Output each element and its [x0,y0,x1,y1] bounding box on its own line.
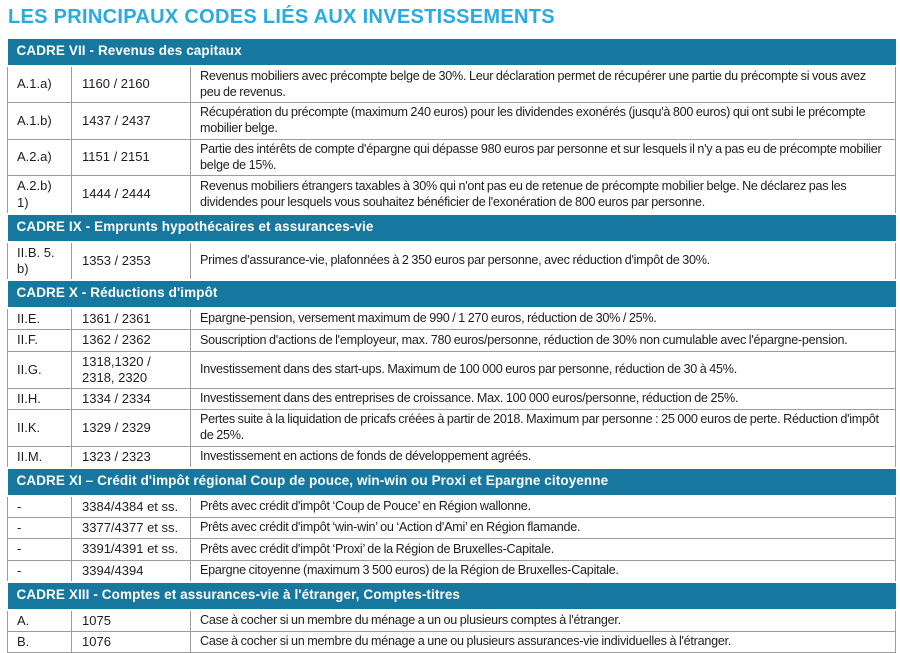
description-cell: Prêts avec crédit d'impôt ‘win-win’ ou ‘Action d'Ami’ en Région flamande. [191,518,896,539]
ref-cell: A.1.b) [8,103,72,139]
description-cell: Souscription d'actions de l'employeur, max. 780 euros/personne, réduction de 30% non cumulable avec l'épargne-pension. [191,330,896,351]
section-header-row [8,582,896,610]
description-cell: Case à cocher si un membre du ménage a un ou plusieurs comptes à l'étranger. [191,610,896,632]
description-cell: Pertes suite à la liquidation de pricafs créées à partir de 2018. Maximum par personne : 25 000 euros de perte. Réduction d'impôt de 25%. [191,410,896,446]
ref-cell: II.K. [8,410,72,446]
code-cell: 1318,1320 / 2318, 2320 [72,351,191,389]
code-cell: 1151 / 2151 [72,139,191,175]
table-row [8,410,896,446]
section-header: CADRE VII - Revenus des capitaux [8,38,896,66]
code-cell: 1334 / 2334 [72,389,191,410]
code-cell: 1444 / 2444 [72,176,191,214]
table-row [8,560,896,582]
page-title: LES PRINCIPAUX CODES LIÉS AUX INVESTISSEMENTS [8,6,555,28]
table-row [8,539,896,560]
section-header-row [8,38,896,66]
ref-cell: - [8,518,72,539]
table-row [8,330,896,351]
ref-cell: II.G. [8,351,72,389]
code-cell: 3394/4394 [72,560,191,582]
code-cell: 1323 / 2323 [72,446,191,468]
description-cell: Investissement dans des entreprises de croissance. Max. 100 000 euros/personne, réduction de 25%. [191,389,896,410]
description-cell: Prêts avec crédit d'impôt ‘Coup de Pouce’ en Région wallonne. [191,496,896,518]
code-cell: 1076 [72,632,191,653]
code-cell: 3391/4391 et ss. [72,539,191,560]
description-cell: Récupération du précompte (maximum 240 euros) pour les dividendes exonérés (jusqu'à 800 euros) qui ont subi le précompte mobilier belge. [191,103,896,139]
description-cell: Epargne-pension, versement maximum de 990 / 1 270 euros, réduction de 30% / 25%. [191,308,896,330]
ref-cell: II.H. [8,389,72,410]
table-body [8,38,896,653]
description-cell: Prêts avec crédit d'impôt ‘Proxi’ de la Région de Bruxelles-Capitale. [191,539,896,560]
code-cell: 1361 / 2361 [72,308,191,330]
table-row [8,308,896,330]
description-cell: Epargne citoyenne (maximum 3 500 euros) de la Région de Bruxelles-Capitale. [191,560,896,582]
description-cell: Investissement dans des start-ups. Maximum de 100 000 euros par personne, réduction de 30 à 45%. [191,351,896,389]
table-row [8,496,896,518]
table-row [8,610,896,632]
table-row [8,176,896,214]
table-row [8,103,896,139]
ref-cell: II.M. [8,446,72,468]
code-cell: 1353 / 2353 [72,242,191,281]
ref-cell: B. [8,632,72,653]
ref-cell: II.B. 5. b) [8,242,72,281]
description-cell: Primes d'assurance-vie, plafonnées à 2 350 euros par personne, avec réduction d'impôt de 30%. [191,242,896,281]
table-row [8,66,896,103]
ref-cell: A. [8,610,72,632]
code-cell: 1160 / 2160 [72,66,191,103]
table-row [8,139,896,175]
ref-cell: - [8,496,72,518]
section-header-row [8,214,896,242]
code-cell: 1329 / 2329 [72,410,191,446]
section-header-row [8,280,896,308]
table-row [8,518,896,539]
table-row [8,632,896,653]
description-cell: Case à cocher si un membre du ménage a une ou plusieurs assurances-vie individuelles à l'étranger. [191,632,896,653]
description-cell: Revenus mobiliers étrangers taxables à 30% qui n'ont pas eu de retenue de précompte mobilier belge. Ne déclarez pas les dividendes pour lesquels vous souhaitez bénéficier de l'exonération de 800 euros par personne. [191,176,896,214]
code-cell: 3384/4384 et ss. [72,496,191,518]
investment-codes-table [7,37,896,653]
ref-cell: - [8,560,72,582]
table-row [8,389,896,410]
table-row [8,446,896,468]
ref-cell: - [8,539,72,560]
section-header: CADRE X - Réductions d'impôt [8,280,896,308]
section-header: CADRE XIII - Comptes et assurances-vie à l'étranger, Comptes-titres [8,582,896,610]
ref-cell: A.1.a) [8,66,72,103]
description-cell: Revenus mobiliers avec précompte belge de 30%. Leur déclaration permet de récupérer une partie du précompte si vous avez peu de revenus. [191,66,896,103]
table-row [8,242,896,281]
table-row [8,351,896,389]
code-cell: 3377/4377 et ss. [72,518,191,539]
code-cell: 1437 / 2437 [72,103,191,139]
description-cell: Investissement en actions de fonds de développement agréés. [191,446,896,468]
section-header-row [8,468,896,496]
ref-cell: A.2.a) [8,139,72,175]
description-cell: Partie des intérêts de compte d'épargne qui dépasse 980 euros par personne et sur lesquels il n'y a pas eu de précompte mobilier belge de 15%. [191,139,896,175]
section-header: CADRE XI – Crédit d'impôt régional Coup de pouce, win-win ou Proxi et Epargne citoyenne [8,468,896,496]
code-cell: 1362 / 2362 [72,330,191,351]
ref-cell: II.E. [8,308,72,330]
section-header: CADRE IX - Emprunts hypothécaires et assurances-vie [8,214,896,242]
ref-cell: A.2.b) 1) [8,176,72,214]
code-cell: 1075 [72,610,191,632]
ref-cell: II.F. [8,330,72,351]
